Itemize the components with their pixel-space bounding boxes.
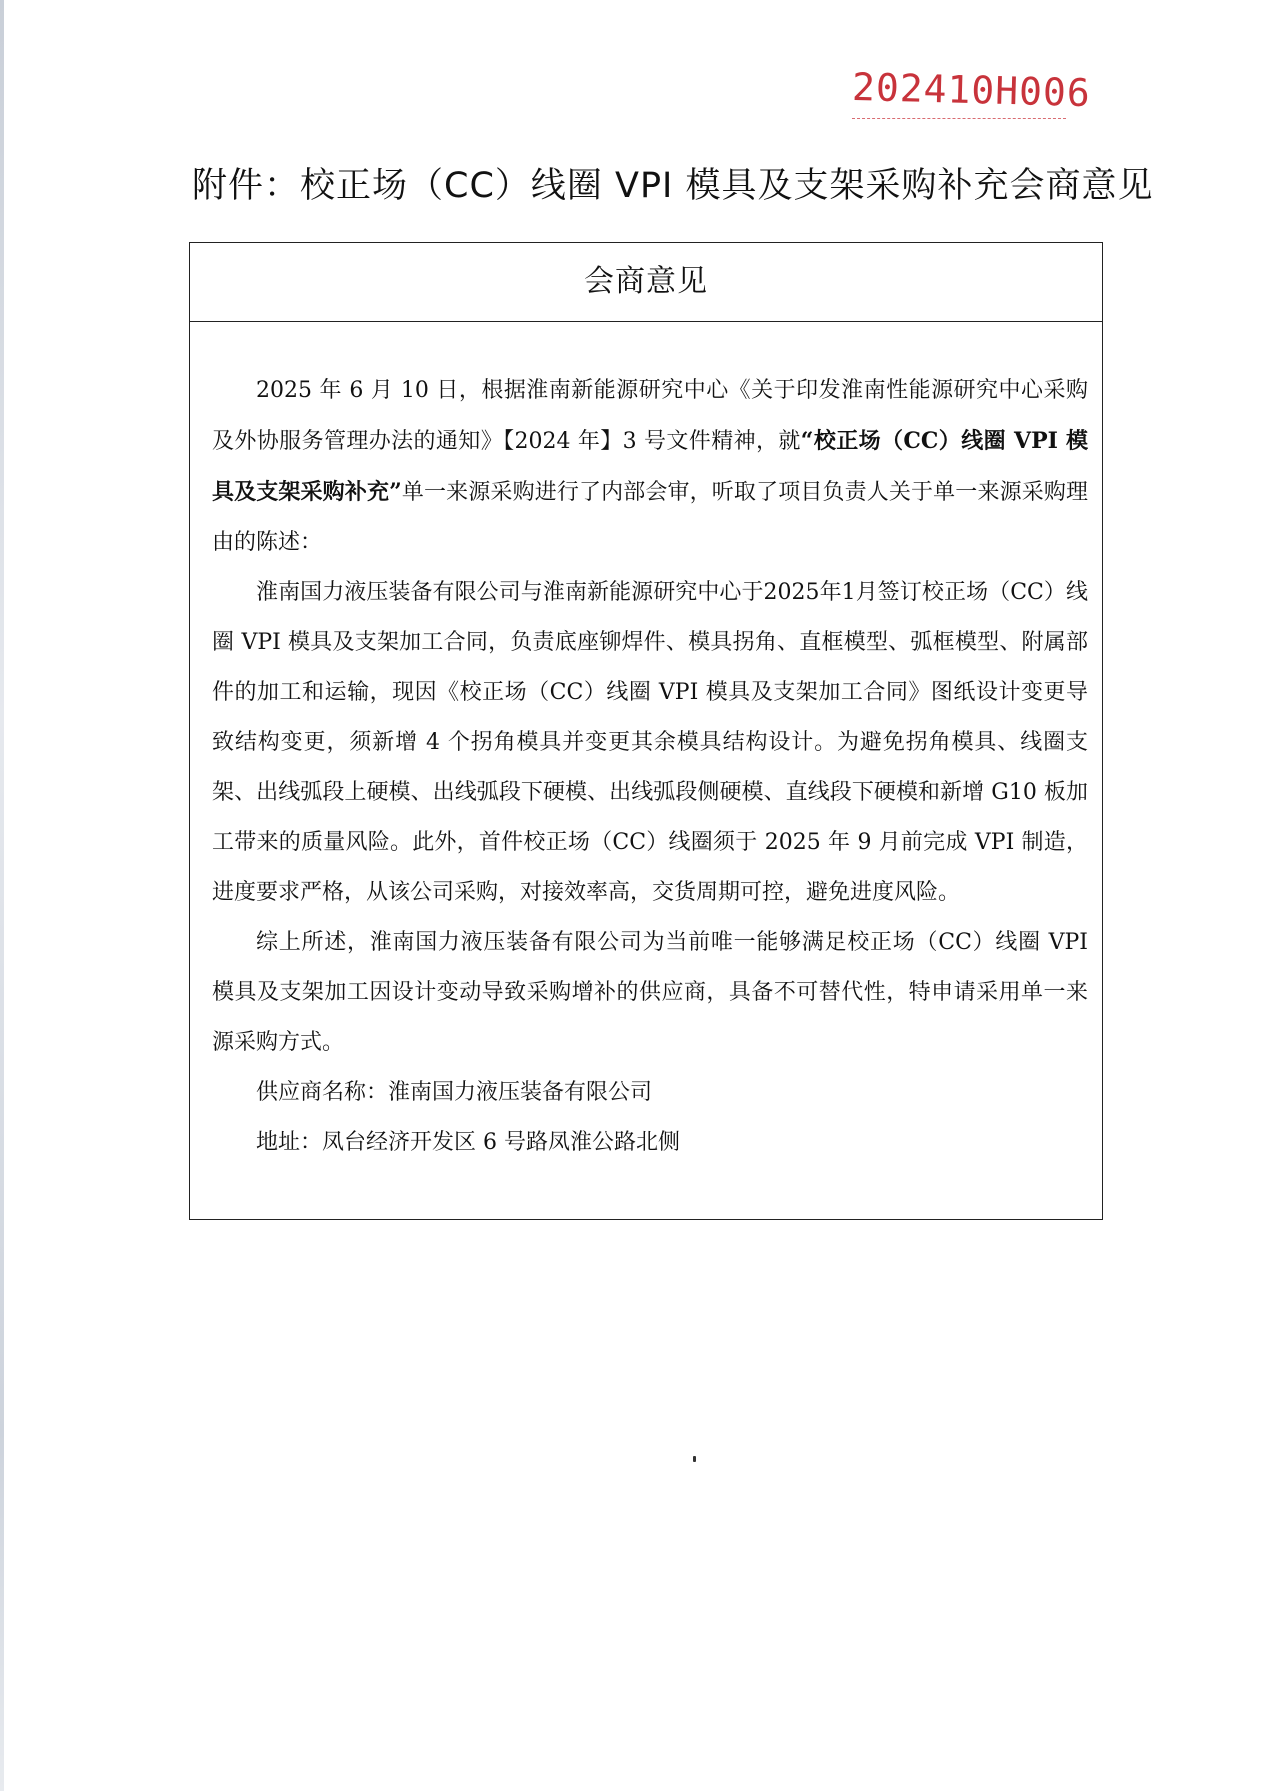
scan-edge [0,0,4,1791]
stamp-underline [852,118,1066,119]
scan-speck [693,1456,696,1462]
paragraph-conclusion: 综上所述，淮南国力液压装备有限公司为当前唯一能够满足校正场（CC）线圈 VPI 模具及支架加工因设计变动导致采购增补的供应商，具备不可替代性，特申请采用单一来源采购方式。 [212,930,1088,1055]
opinion-body [190,322,1102,1168]
section-heading: 会商意见 [190,243,1102,322]
supplier-address: 地址：凤台经济开发区 6 号路凤淮公路北侧 [256,1130,680,1155]
document-number-stamp [851,64,1092,126]
consultation-opinion-box [189,242,1103,1220]
paragraph1-before: 2025 年 6 月 10 日，根据淮南新能源研究中心《关于印发淮南性能源研究中心采购及外协服务管理办法的通知》【2024 年】3 号文件精神，就 [212,378,1088,454]
supplier-name: 供应商名称：淮南国力液压装备有限公司 [256,1080,653,1105]
paragraph-meeting-basis [212,366,1088,568]
paragraph-reason: 淮南国力液压装备有限公司与淮南新能源研究中心于2025年1月签订校正场（CC）线圈 VPI 模具及支架加工合同，负责底座铆焊件、模具拐角、直框模型、弧框模型、附属部件的加工和运输，现因《校正场（CC）线圈 VPI 模具及支架加工合同》图纸设计变更导致结构变更，须新增 4 个拐角模具并变更其余模具结构设计。为避免拐角模具、线圈支架、出线弧段上硬模、出线弧段下硬模、出线弧段侧硬模、直线段下硬模和新增 G10 板加工带来的质量风险。此外，首件校正场（CC）线圈须于 2025 年 9 月前完成 VPI 制造，进度要求严格，从该公司采购，对接效率高，交货周期可控，避免进度风险。 [212,580,1088,905]
project-name-bold: “校正场（CC）线圈 VPI 模具及支架采购补充” [212,428,1088,505]
document-title: 附件：校正场（CC）线圈 VPI 模具及支架采购补充会商意见 [192,166,1154,206]
paragraph1-after: 单一来源采购进行了内部会审，听取了项目负责人关于单一来源采购理由的陈述： [212,480,1088,555]
stamp-code: 202410H006 [851,64,1092,116]
